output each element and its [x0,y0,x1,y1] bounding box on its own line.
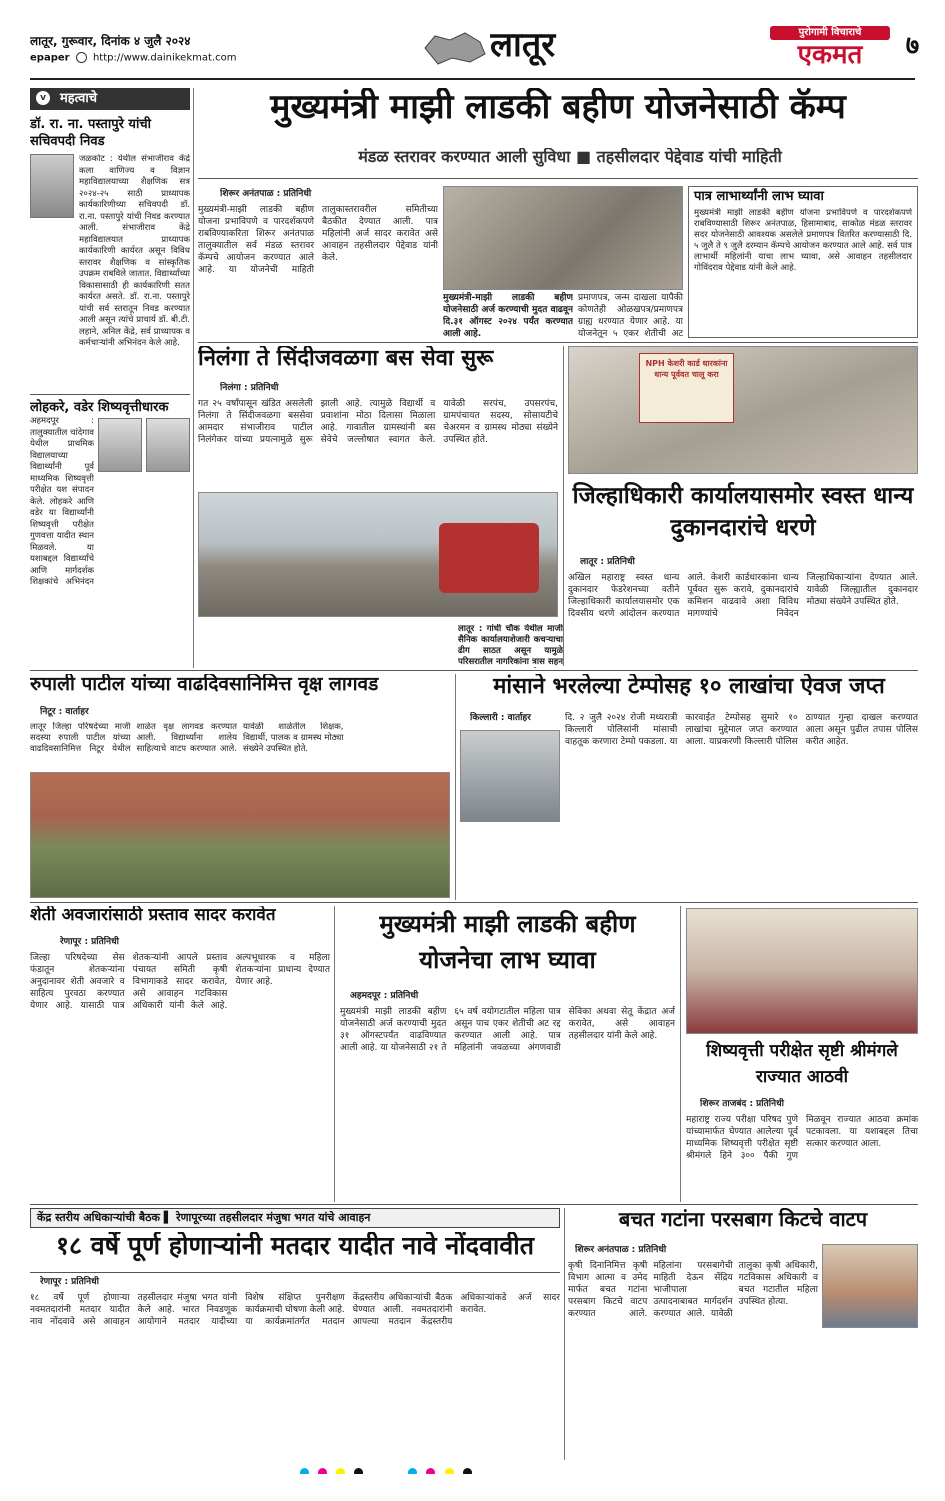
registration-marks [300,1462,860,1474]
tree-byline: निटूर : वार्ताहर [40,707,89,717]
chevron-down-icon: v [36,91,50,105]
dharne-headline: जिल्हाधिकारी कार्यालयासमोर स्वस्त धान्य दुकानदारांचे धरणे [572,483,914,541]
site-url[interactable]: http://www.dainikekmat.com [92,52,237,64]
masthead-map-icon [420,28,490,68]
brand-tagline: पुरोगामी विचाराचे [770,26,890,40]
voter-body: १८ वर्षे पूर्ण होणाऱ्या नवमतदारांनी मतदार यादीत नाव नोंदवावे असे आवाहन तहसीलदार मंजुषा भगत यांनी केले आहे. भारत निवडणूक आयोगाने मतदार यादीच्या विशेष संक्षिप्त पुनरीक्षण कार्यक्रमाची घोषणा केली आहे. या कार्यक्रमांतर्गत मतदान केंद्रस्तरीय अधिकाऱ्यांची बैठक घेण्यात आली. नवमतदारांनी आपल्या मतदान केंद्रस्तरीय अधिकाऱ्यांकडे अर्ज सादर करावेत. [30,1293,560,1327]
tempo-headline: मांसाने भरलेल्या टेम्पोसह १० लाखांचा ऐवज जप्त [493,674,885,699]
lead-subhead: मंडळ स्तरावर करण्यात आली सुविधा ■ तहसीलदार पेद्देवाड यांची माहिती [358,148,782,166]
tree-photo [30,772,450,898]
bus-headline: निलंगा ते सिंदीजवळगा बस सेवा सुरू [198,346,494,371]
scholar-body: महाराष्ट्र राज्य परीक्षा परिषद पुणे यांच्यामार्फत घेण्यात आलेल्या पूर्व माध्यमिक शिष्यवृत्ती परीक्षेत सृष्टी श्रीमंगले हिने ३०० पैकी गुण मिळवून राज्यात आठवा क्रमांक पटकावला. या यशाबद्दल तिचा सत्कार करण्यात आला. [686,1115,918,1161]
lead-byline: शिरूर अनंतपाळ : प्रतिनिधी [220,189,312,199]
epaper-line [30,52,350,68]
sheti-body: जिल्हा परिषदेच्या सेस फंडातून शेतकऱ्यांना अनुदानावर शेती अवजारे व साहित्य पुरवठा करण्यात येणार आहे. यासाठी पात्र शेतकऱ्यांनी आपले प्रस्ताव पंचायत समिती कृषी विभागाकडे सादर करावेत, असे आवाहन गटविकास अधिकारी यांनी केले आहे. अल्पभूधारक व महिला शेतकऱ्यांना प्राधान्य देण्यात येणार आहे. [30,953,330,1011]
scholar-photo [686,908,918,1034]
tempo-byline: किल्लारी : वार्ताहर [470,713,531,723]
tempo-photo [460,730,560,822]
print-dot-icon [318,1468,327,1474]
yojana-headline: मुख्यमंत्री माझी लाडकी बहीण योजनेचा लाभ घ्यावा [379,910,636,974]
sidebar-story1-body: जळकोट : येथील संभाजीराव केंद्रे कला वाणिज्य व विज्ञान महाविद्यालयाच्या शैक्षणिक सत्र २०२४-२५ साठी प्राध्यापक कार्यकारिणीच्या सचिवपदी डॉ. रा.ना. पस्तापुरे यांची निवड करण्यात आली. संभाजीराव केंद्रे महाविद्यालयात प्राध्यापक कार्यकारिणी कार्यरत असून विविध स्तरावर शैक्षणिक व सांस्कृतिक उपक्रम राबविले जातात. विद्यार्थ्यांच्या विकासासाठी ही कार्यकारिणी सतत कार्यरत असते. डॉ. रा.ना. पस्तापुरे यांची सर्व स्तरातून निवड करण्यात आली असून त्यांचे प्राचार्य डॉ. बी.टी. लहाने, अनिल केंद्रे, सर्व प्राध्यापक व कर्मचाऱ्यांनी अभिनंदन केले आहे. [79,154,190,348]
lead-body: मुख्यमंत्री-माझी लाडकी बहीण योजना प्रभाविपणे व पारदर्शकपणे राबविण्याकरिता शिरूर अनंतपाळ तालुक्यातील सर्व मंडळ स्तरावर कॅम्पचे आयोजन करण्यात आले आहे. या योजनेची माहिती तालुकास्तरावरील समितीच्या बैठकीत देण्यात आली. पात्र महिलांनी अर्ज सादर करावेत असे आवाहन तहसीलदार पेद्देवाड यांनी केले. [198,205,438,275]
brand-name: एकमत [797,40,863,70]
voter-banner: केंद्र स्तरीय अधिकाऱ्यांची बैठक ▌ रेणापूरच्या तहसीलदार मंजुषा भगत यांचे आवाहन [30,1208,560,1228]
bachat-body: कृषी दिनानिमित्त कृषी विभाग आत्मा व उमेद मार्फत बचत गटांना परसबाग किटचे वाटप करण्यात आले. महिलांना परसबागेची माहिती देऊन सेंद्रिय भाजीपाला उत्पादनाबाबत मार्गदर्शन करण्यात आले. यावेळी तालुका कृषी अधिकारी, गटविकास अधिकारी व बचत गटातील महिला उपस्थित होत्या. [568,1261,818,1319]
dharne-caption: लातूर : गांधी चौक येथील माजी सैनिक कार्यालयाशेजारी कचऱ्याचा ढीग साठत असून यामुळे परिसरातील नागरिकांना त्रास सहन [458,624,563,667]
print-dot-icon [354,1468,363,1474]
print-dot-icon [300,1468,309,1474]
bachat-byline: शिरूर अनंतपाळ : प्रतिनिधी [575,1245,667,1255]
bachat-headline: बचत गटांना परसबाग किटचे वाटप [618,1208,868,1231]
bus-photo [198,492,558,617]
print-dot-icon [408,1468,417,1474]
bus-shape [439,523,539,593]
tree-body: लातूर जिल्हा परिषदेच्या माजी सदस्या रुपाली पाटील यांच्या वाढदिवसानिमित्त निटूर येथील शाळेत वृक्ष लागवड करण्यात आली. विद्यार्थ्यांना शालेय साहित्याचे वाटप करण्यात आले. यावेळी शाळेतील शिक्षक, विद्यार्थी, पालक व ग्रामस्थ मोठ्या संख्येने उपस्थित होते. [30,722,344,754]
lead-photo [443,186,683,290]
print-dot-icon [445,1468,454,1474]
print-dot-icon [463,1468,472,1474]
student-photo [98,418,142,472]
dharne-body: अखिल महाराष्ट्र स्वस्त धान्य दुकानदार फेडरेशनच्या वतीने जिल्हाधिकारी कार्यालयासमोर एक दिवसीय धरणे आंदोलन करण्यात आले. केशरी कार्डधारकांना धान्य पूर्ववत सुरू करावे, दुकानदारांचे कमिशन वाढवावे अशा विविध मागण्यांचे निवेदन जिल्हाधिकाऱ्यांना देण्यात आले. यावेळी जिल्ह्यातील दुकानदार मोठ्या संख्येने उपस्थित होते. [568,573,918,619]
yojana-body: मुख्यमंत्री माझी लाडकी बहीण योजनेसाठी अर्ज करण्याची मुदत ३१ ऑगस्टपर्यंत वाढविण्यात आली आहे. या योजनेसाठी २१ ते ६५ वर्ष वयोगटातील महिला पात्र असून पाच एकर शेतीची अट रद्द करण्यात आली आहे. पात्र महिलांनी जवळच्या अंगणवाडी सेविका अथवा सेतू केंद्रात अर्ज करावेत, असे आवाहन तहसीलदार यांनी केले आहे. [340,1007,675,1053]
tree-headline: रुपाली पाटील यांच्या वाढदिवसानिमित्त वृक्ष लागवड [30,674,379,695]
sheti-headline: शेती अवजारांसाठी प्रस्ताव सादर करावेत [30,906,276,925]
sidebar-story1-photo [30,154,74,218]
sheti-byline: रेणापूर : प्रतिनिधी [60,937,119,947]
box-body: मुख्यमंत्री माझी लाडकी बहीण योजना प्रभाविपणे व पारदर्शकपणे राबविण्यासाठी शिरूर अनंतपाळ, हिसामाबाद, साकोळ मंडळ स्तरावर सदर योजनेसाठी आवश्यक असलेले प्रमाणपत्र वितरित करण्यासाठी दि. ५ जुलै ते ९ जुलै दरम्यान कॅम्पचे आयोजन करण्यात आले आहे. सर्व पात्र लाभार्थी महिलांनी याचा लाभ घ्यावा, असे आवाहन तहसीलदार गोविंदराव पेद्देवाड यांनी केले आहे. [694,207,912,273]
lead-side-box [688,186,918,338]
voter-byline: रेणापूर : प्रतिनिधी [40,1277,99,1287]
dharne-byline: लातूर : प्रतिनिधी [580,557,635,567]
student-photo [146,418,190,472]
masthead [0,0,945,78]
tempo-body: दि. २ जुलै २०२४ रोजी मध्यरात्री किल्लारी पोलिसांनी मांसाची वाहतूक करणारा टेम्पो पकडला. या कारवाईत टेम्पोसह सुमारे १० लाखांचा मुद्देमाल जप्त करण्यात आला. याप्रकरणी किल्लारी पोलिस ठाण्यात गुन्हा दाखल करण्यात आला असून पुढील तपास पोलिस करीत आहेत. [565,713,918,747]
section-title: लातूर [490,26,556,65]
scholar-byline: शिरूर ताजबंद : प्रतिनिधी [700,1099,784,1109]
sidebar-tag: v महत्वाचे [30,88,190,110]
sidebar-story2-photos [98,418,190,472]
lead-headline: मुख्यमंत्री माझी लाडकी बहीण योजनेसाठी कॅम्प [270,88,846,127]
voter-headline: १८ वर्षे पूर्ण होणाऱ्यांनी मतदार यादीत नावे नोंदवावीत [56,1232,534,1260]
yojana-byline: अहमदपूर : प्रतिनिधी [350,991,419,1001]
sidebar-story1-headline: डॉ. रा. ना. पस्तापुरे यांची सचिवपदी निवड [30,117,151,149]
brand-logo [770,26,890,72]
dateline: लातूर, गुरूवार, दिनांक ४ जुलै २०२४ [30,34,191,48]
bus-byline: निलंगा : प्रतिनिधी [220,383,279,393]
lead-photo-caption: मुख्यमंत्री-माझी लाडकी बहीण योजनेसाठी अर्ज करण्याची मुदत वाढवून दि.३१ ऑगस्ट २०२४ पर्यंत करण्यात आली आहे. [443,293,573,338]
bachat-photo [822,1244,918,1328]
sidebar [30,88,190,668]
bus-body: गत २५ वर्षांपासून खंडित असलेली निलंगा ते सिंदीजवळगा बससेवा आमदार संभाजीराव पाटील निलंगेकर यांच्या प्रयत्नामुळे सुरू झाली आहे. त्यामुळे विद्यार्थी व प्रवाशांना मोठा दिलासा मिळाला आहे. गावातील ग्रामस्थांनी बस सेवेचे जल्लोषात स्वागत केले. यावेळी सरपंच, उपसरपंच, ग्रामपंचायत सदस्य, सोसायटीचे चेअरमन व ग्रामस्थ मोठ्या संख्येने उपस्थित होते. [198,399,558,445]
dharne-photo [568,346,918,474]
sidebar-story2-headline: लोहकरे, वडेर शिष्यवृत्तीधारक [30,400,169,415]
print-dot-icon [426,1468,435,1474]
box-headline: पात्र लाभार्थ्यांनी लाभ घ्यावा [694,189,824,204]
page-number: ७ [905,32,920,61]
epaper-label: epaper [30,52,70,64]
scholar-headline: शिष्यवृत्ती परीक्षेत सृष्टी श्रीमंगले राज्यात आठवी [706,1041,898,1087]
sidebar-story2-body: अहमदपूर : तालुक्यातील चांदेगाव येथील प्राथमिक विद्यालयाच्या विद्यार्थ्यांनी पूर्व माध्यमिक शिष्यवृत्ती परीक्षेत यश संपादन केले. लोहकरे आणि वडेर या विद्यार्थ्यांनी शिष्यवृत्ती परीक्षेत गुणवत्ता यादीत स्थान मिळवले. या यशाबद्दल विद्यार्थ्यांचे आणि मार्गदर्शक शिक्षकांचे अभिनंदन [30,416,94,586]
lead-col4: प्रमाणपत्र, जन्म दाखला यापैकी कोणतेही ओळखपत्र/प्रमाणपत्र ग्राह्य धरण्यात येणार आहे. या योजनेतून ५ एकर शेतीची अट [578,293,683,338]
print-dot-icon [336,1468,345,1474]
globe-icon [76,52,87,63]
dharne-banner: NPH केशरी कार्ड धारकांना धान्य पूर्ववत चालू करा [639,353,734,423]
